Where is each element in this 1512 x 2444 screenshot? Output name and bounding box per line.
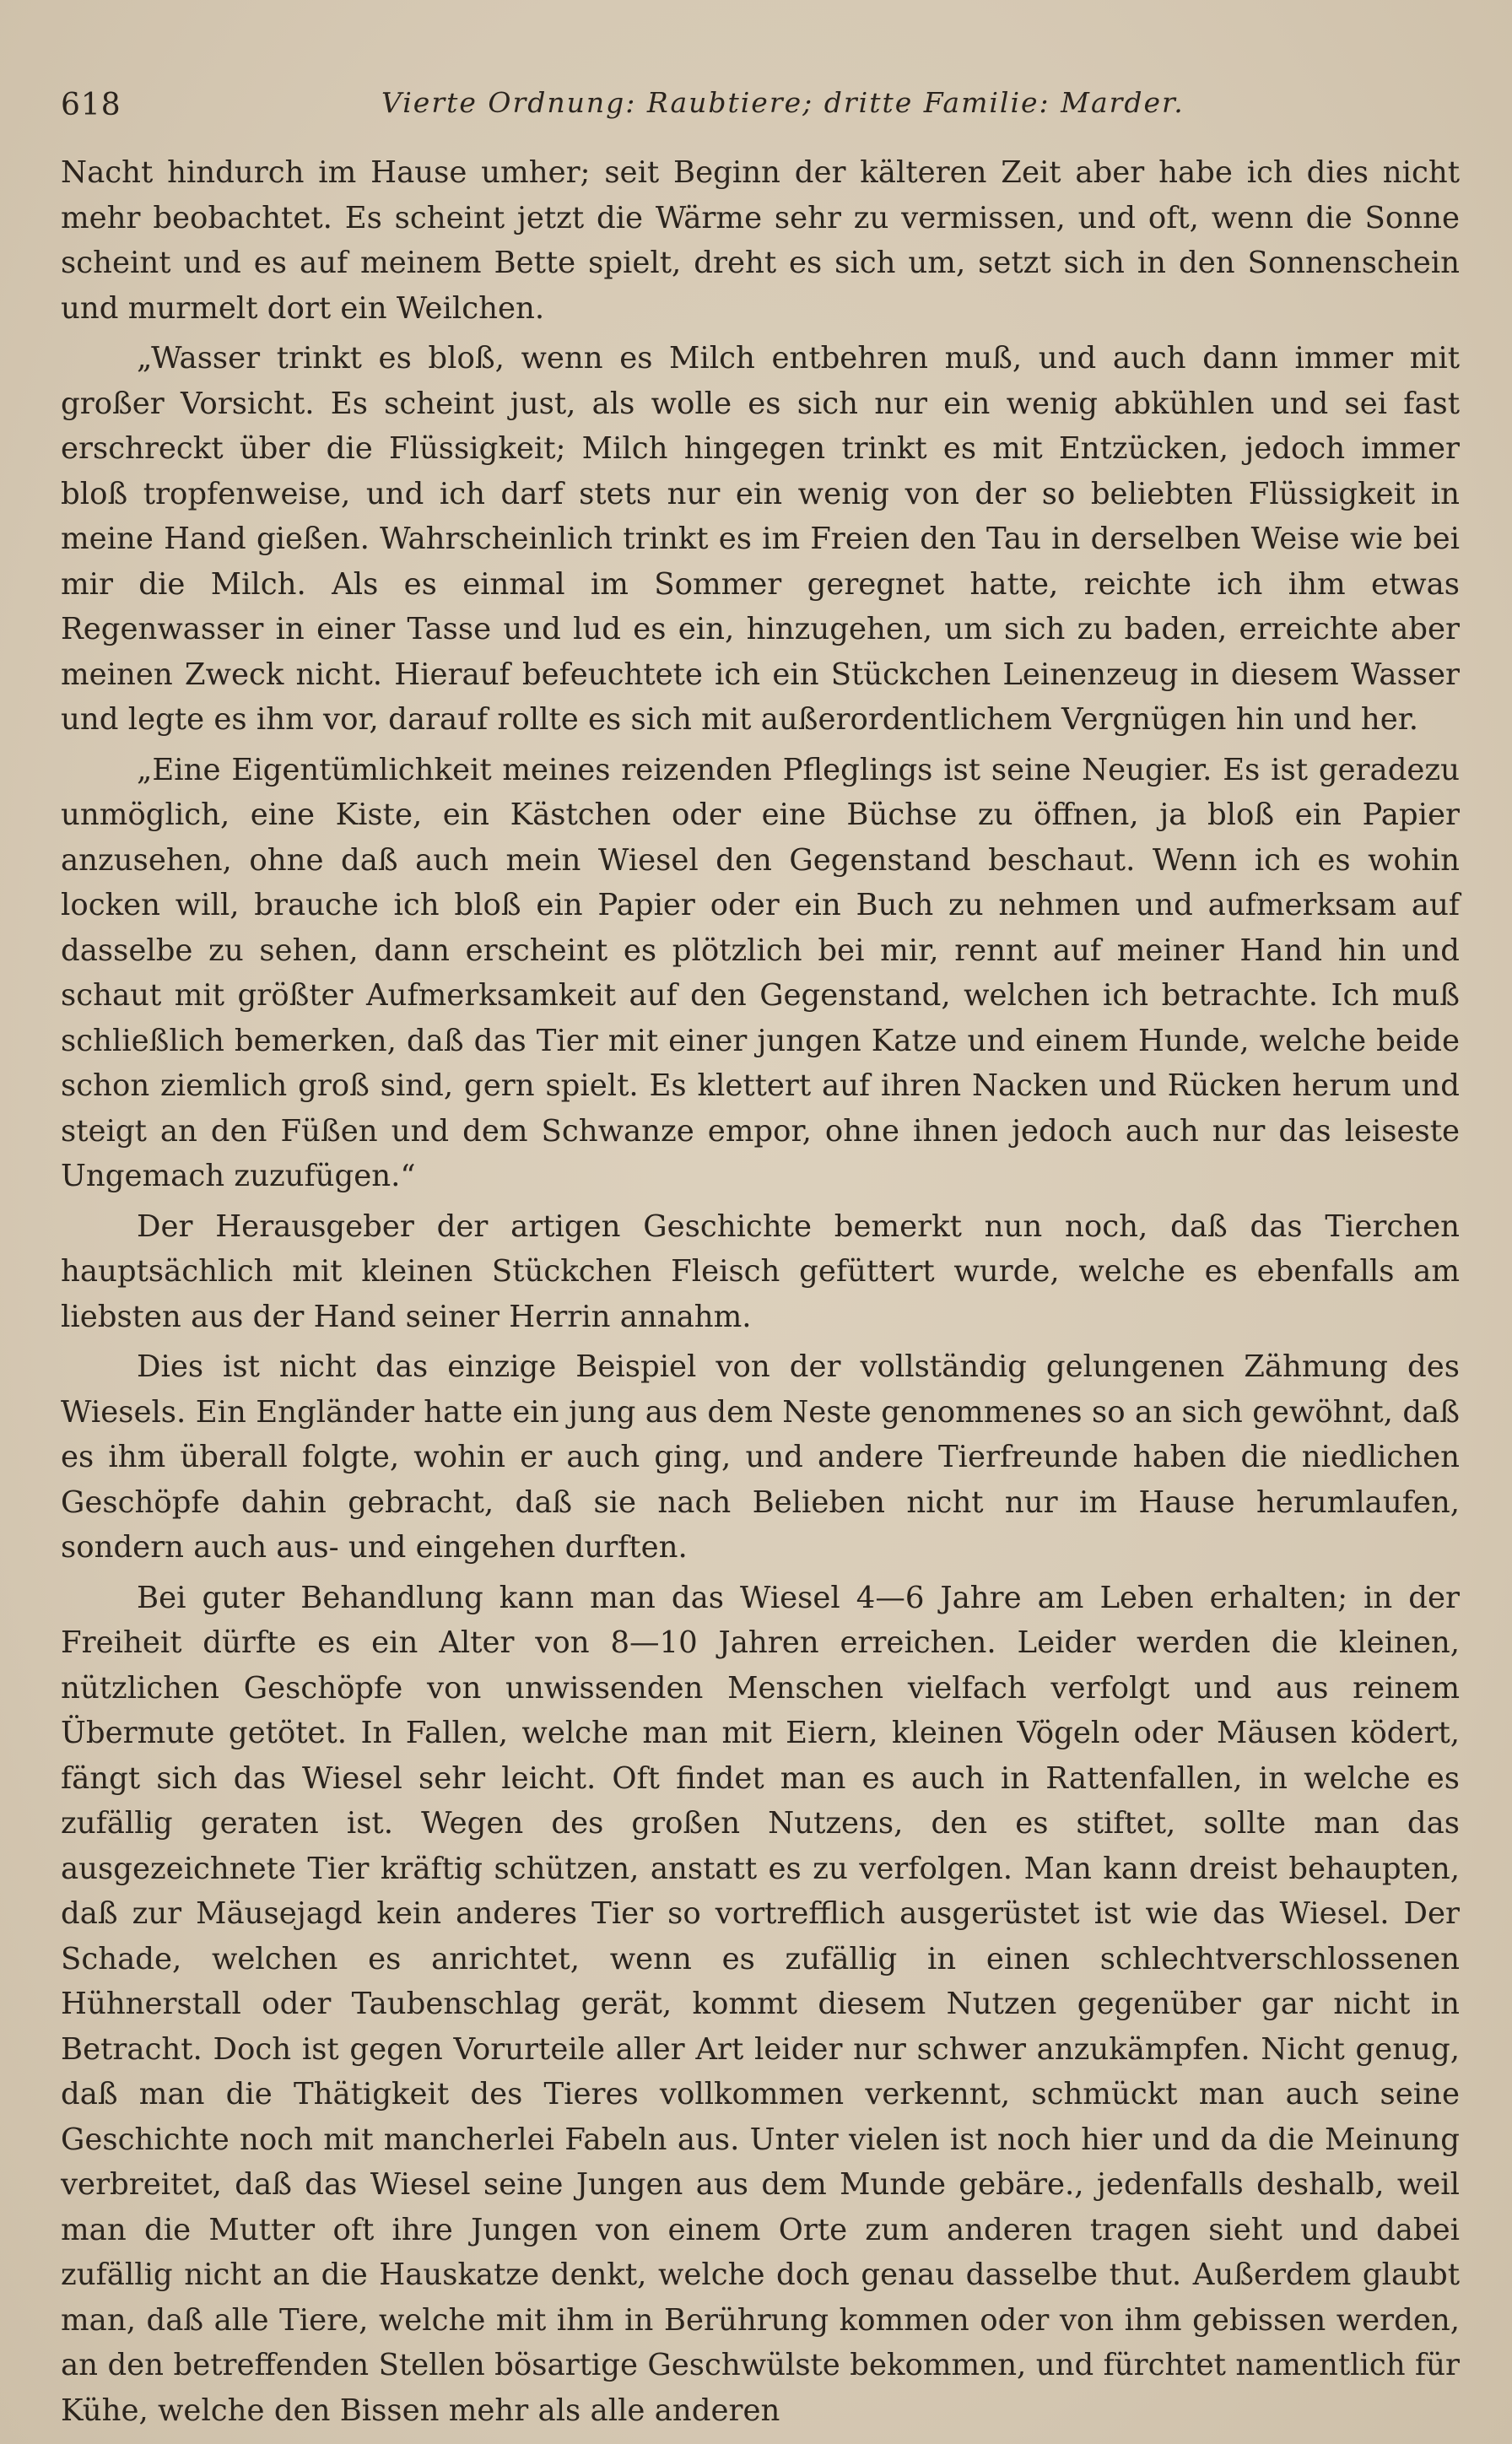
running-head: Vierte Ordnung: Raubtiere; dritte Familie: Marder. bbox=[381, 86, 1185, 119]
paragraph-curiosity: „Eine Eigentümlichkeit meines reizenden Pfleglings ist seine Neugier. Es ist geradezu unmöglich, eine Kiste, ein Kästchen oder eine Büchse zu öffnen, ja bloß ein Papier anzusehen, ohne daß auch mein Wiesel den Gegenstand beschaut. Wenn ich es wohin locken will, brauche ich bloß ein Papier oder ein Buch zu nehmen und aufmerksam auf dasselbe zu sehen, dann erscheint es plötzlich bei mir, rennt auf meiner Hand hin und schaut mit größter Aufmerksamkeit auf den Gegenstand, welchen ich betrachte. Ich muß schließlich bemerken, daß das Tier mit einer jungen Katze und einem Hunde, welche beide schon ziemlich groß sind, gern spielt. Es klettert auf ihren Nacken und Rücken herum und steigt an den Füßen und dem Schwanze empor, ohne ihnen jedoch auch nur das leiseste Ungemach zuzufügen.“ bbox=[61, 752, 1460, 1193]
paragraph-publisher-note: Der Herausgeber der artigen Geschichte bemerkt nun noch, daß das Tierchen hauptsächlich mit kleinen Stückchen Fleisch gefüttert wurde, welche es ebenfalls am liebsten aus der Hand seiner Herrin annahm. bbox=[61, 1208, 1460, 1334]
paragraph-continuation: Nacht hindurch im Hause umher; seit Beginn der kälteren Zeit aber habe ich dies nicht mehr beobachtet. Es scheint jetzt die Wärme sehr zu vermissen, und oft, wenn die Sonne scheint und es auf meinem Bette spielt, dreht es sich um, setzt sich in den Sonnenschein und murmelt dort ein Weilchen. bbox=[61, 155, 1460, 326]
paragraph-water-milk: „Wasser trinkt es bloß, wenn es Milch entbehren muß, und auch dann immer mit großer Vorsicht. Es scheint just, als wolle es sich nur ein wenig abkühlen und sei fast erschreckt über die Flüssigkeit; Milch hingegen trinkt es mit Entzücken, jedoch immer bloß tropfenweise, und ich darf stets nur ein wenig von der so beliebten Flüssigkeit in meine Hand gießen. Wahrscheinlich trinkt es im Freien den Tau in derselben Weise wie bei mir die Milch. Als es einmal im Sommer geregnet hatte, reichte ich ihm etwas Regenwasser in einer Tasse und lud es ein, hinzugehen, um sich zu baden, erreichte aber meinen Zweck nicht. Hierauf befeuchtete ich ein Stückchen Leinenzeug in diesem Wasser und legte es ihm vor, darauf rollte es sich mit außerordentlichem Vergnügen hin und her. bbox=[61, 341, 1460, 737]
body-text bbox=[61, 150, 1460, 2438]
page-header bbox=[61, 81, 1461, 132]
paragraph-taming-examples: Dies ist nicht das einzige Beispiel von der vollständig gelungenen Zähmung des Wiesels. Ein Engländer hatte ein jung aus dem Neste genommenes so an sich gewöhnt, daß es ihm überall folgte, wohin er auch ging, und andere Tierfreunde haben die niedlichen Geschöpfe dahin gebracht, daß sie nach Belieben nicht nur im Hause herumlaufen, sondern auch aus- und eingehen durften. bbox=[61, 1349, 1460, 1565]
paragraph-lifespan-persecution: Bei guter Behandlung kann man das Wiesel 4—6 Jahre am Leben erhalten; in der Freiheit dürfte es ein Alter von 8—10 Jahren erreichen. Leider werden die kleinen, nützlichen Geschöpfe von unwissenden Menschen vielfach verfolgt und aus reinem Übermute getötet. In Fallen, welche man mit Eiern, kleinen Vögeln oder Mäusen ködert, fängt sich das Wiesel sehr leicht. Oft findet man es auch in Rattenfallen, in welche es zufällig geraten ist. Wegen des großen Nutzens, den es stiftet, sollte man das ausgezeichnete Tier kräftig schützen, anstatt es zu verfolgen. Man kann dreist behaupten, daß zur Mäusejagd kein anderes Tier so vortrefflich ausgerüstet ist wie das Wiesel. Der Schade, welchen es anrichtet, wenn es zufällig in einen schlechtverschlossenen Hühnerstall oder Taubenschlag gerät, kommt diesem Nutzen gegenüber gar nicht in Betracht. Doch ist gegen Vorurteile aller Art leider nur schwer anzukämpfen. Nicht genug, daß man die Thätigkeit des Tieres vollkommen verkennt, schmückt man auch seine Geschichte noch mit mancherlei Fabeln aus. Unter vielen ist noch hier und da die Meinung verbreitet, daß das Wiesel seine Jungen aus dem Munde gebäre., jedenfalls deshalb, weil man die Mutter oft ihre Jungen von einem Orte zum anderen tragen sieht und dabei zufällig nicht an die Hauskatze denkt, welche doch genau dasselbe thut. Außerdem glaubt man, daß alle Tiere, welche mit ihm in Berührung kommen oder von ihm gebissen werden, an den betreffenden Stellen bösartige Geschwülste bekommen, und fürchtet namentlich für Kühe, welche den Bissen mehr als alle anderen bbox=[61, 1580, 1460, 2428]
page-number: 618 bbox=[61, 88, 122, 122]
